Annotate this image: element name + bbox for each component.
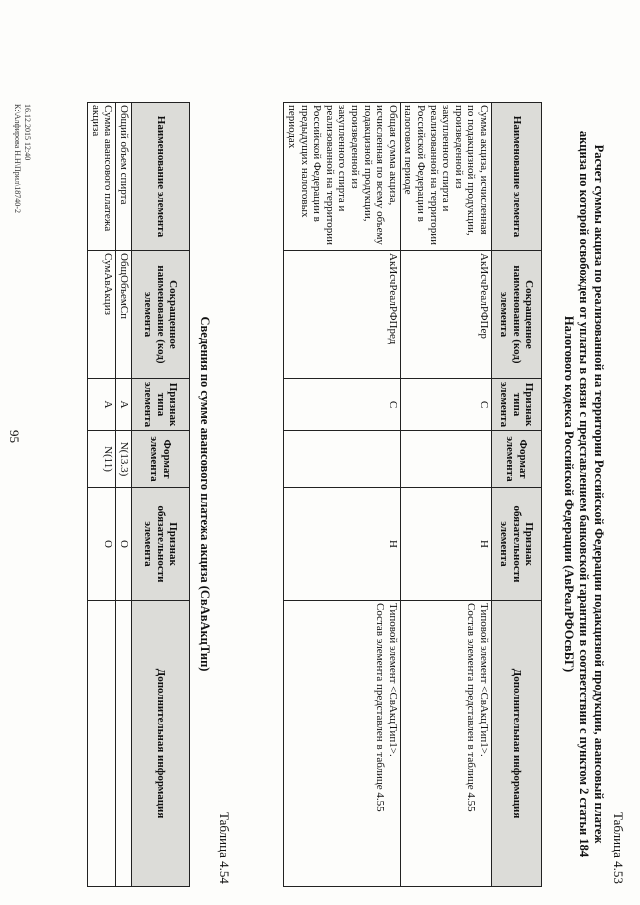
footer-path: К:\Алфирова Н.Н\Прил\18740-2 xyxy=(13,104,22,213)
cell-type: А xyxy=(116,379,132,431)
cell-type: А xyxy=(88,379,116,431)
cell-format xyxy=(284,431,400,488)
cell-required: О xyxy=(88,488,116,601)
cell-type: С xyxy=(284,379,400,431)
title-line: акциза по которой освобожден от уплаты в связи с представлением банковской гарантии в соответствии с пунктом 2 статьи 184 xyxy=(577,130,591,858)
cell-info xyxy=(116,601,132,887)
header-cell: Признак обязательности элемента xyxy=(132,488,190,601)
header-cell: Сокращенное наименование (код) элемента xyxy=(492,251,542,379)
header-row xyxy=(132,103,190,887)
table2 xyxy=(87,102,190,887)
header-cell: Формат элемента xyxy=(132,431,190,488)
cell-required: Н xyxy=(284,488,400,601)
header-cell: Дополнительная информация xyxy=(492,601,542,887)
cell-info xyxy=(400,601,491,887)
header-cell: Признак обязательности элемента xyxy=(492,488,542,601)
cell-short-name: АкИсчРеалРФПер xyxy=(400,251,491,379)
info-line: Типовой элемент <СвАкцТип1>. xyxy=(478,603,490,757)
header-cell: Наименование элемента xyxy=(492,103,542,251)
cell-required: О xyxy=(116,488,132,601)
table-row xyxy=(116,103,132,887)
cell-element-name: Общий объем спирта xyxy=(116,103,132,251)
cell-short-name: АкИсчРеалРФПред xyxy=(284,251,400,379)
table-row xyxy=(400,103,491,887)
info-line: Типовой элемент <СвАкцТип1>. xyxy=(386,603,399,757)
cell-type: С xyxy=(400,379,491,431)
table1-title xyxy=(561,110,606,878)
header-cell: Дополнительная информация xyxy=(132,601,190,887)
header-cell: Сокращенное наименование (код) элемента xyxy=(132,251,190,379)
cell-element-name: Сумма акциза, исчисленная по подакцизной продукции, произведенной из закупленного спирта и реализованной на территории Российской Федерации в налоговом периоде xyxy=(400,103,491,251)
cell-short-name: ОбщОбъемСп xyxy=(116,251,132,379)
cell-element-name: Сумма авансового платежа акциза xyxy=(88,103,116,251)
footer xyxy=(12,104,32,213)
info-line: Состав элемента представлен в таблице 4.55 xyxy=(465,603,478,812)
table-label-2: Таблица 4.54 xyxy=(217,812,232,884)
header-cell: Признак типа элемента xyxy=(132,379,190,431)
table1 xyxy=(284,102,543,887)
title-line: Налогового кодекса Российской Федерации (АвРеалРФОсвБГ) xyxy=(562,315,576,673)
cell-element-name: Общая сумма акциза, исчисленная по всему объему подакцизной продукции, произведенной из закупленного спирта и реализованной на территории Российской Федерации в предыдущих налоговых периодах xyxy=(284,103,400,251)
header-cell: Формат элемента xyxy=(492,431,542,488)
cell-required: Н xyxy=(400,488,491,601)
header-cell: Признак типа элемента xyxy=(492,379,542,431)
cell-format: N(13.3) xyxy=(116,431,132,488)
table2-title: Сведения по сумме авансового платежа акциза (СвАвАкцТип) xyxy=(198,316,212,672)
table-row xyxy=(284,103,400,887)
title-line: Расчет суммы акциза по реализованной на территории Российской Федерации подакцизной продукции, авансовый платеж xyxy=(592,144,606,844)
cell-short-name: СумАвАкциз xyxy=(88,251,116,379)
header-row xyxy=(492,103,542,887)
cell-info xyxy=(284,601,400,887)
cell-format: N(11) xyxy=(88,431,116,488)
table-label-1: Таблица 4.53 xyxy=(611,812,626,884)
footer-date: 16.12.2015 12:40 xyxy=(23,104,32,161)
header-cell: Наименование элемента xyxy=(132,103,190,251)
info-line: Состав элемента представлен в таблице 4.55 xyxy=(374,603,387,812)
table-row xyxy=(88,103,116,887)
cell-format xyxy=(400,431,491,488)
page-number: 95 xyxy=(7,430,22,443)
cell-info xyxy=(88,601,116,887)
